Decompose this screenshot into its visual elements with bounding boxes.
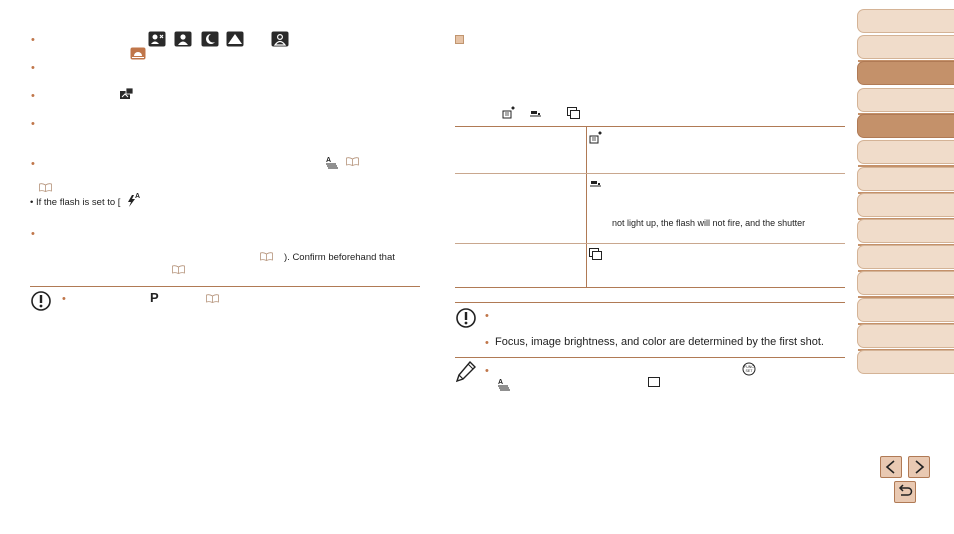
backlit-portrait-icon bbox=[271, 31, 289, 47]
section-divider bbox=[455, 357, 845, 358]
sidebar-tab-2[interactable] bbox=[857, 35, 954, 59]
section-marker bbox=[455, 35, 464, 44]
sidebar-tab-10[interactable] bbox=[857, 245, 954, 269]
single-shot-icon bbox=[648, 377, 661, 388]
sidebar-tab-13[interactable] bbox=[857, 324, 954, 348]
sidebar-tab-9[interactable] bbox=[857, 219, 954, 243]
bullet: • bbox=[62, 293, 66, 305]
page-reference-book-icon bbox=[39, 183, 52, 192]
previous-page-button[interactable] bbox=[880, 456, 902, 478]
svg-text:SET: SET bbox=[745, 369, 753, 373]
auto-scene-stack-icon bbox=[325, 155, 339, 169]
portrait-scene-icon bbox=[148, 31, 166, 47]
arrow-right-icon bbox=[909, 457, 929, 477]
program-mode-icon: P bbox=[150, 290, 159, 305]
continuous-af-icon bbox=[589, 131, 603, 145]
page-reference-book-icon bbox=[206, 294, 219, 303]
bullet: • bbox=[31, 228, 35, 240]
page-reference-book-icon bbox=[260, 252, 273, 261]
continuous-lv-icon bbox=[590, 180, 602, 188]
caution-icon bbox=[456, 308, 476, 328]
page-reference-book-icon bbox=[346, 157, 359, 166]
sidebar-tab-4[interactable] bbox=[857, 88, 954, 112]
table-top-rule bbox=[455, 126, 845, 127]
sidebar-tab-5[interactable] bbox=[857, 114, 954, 138]
arrow-left-icon bbox=[881, 457, 901, 477]
page-reference-book-icon bbox=[172, 265, 185, 274]
bullet: • bbox=[31, 158, 35, 170]
caution-icon bbox=[31, 291, 51, 311]
flash-setting-note: • If the flash is set to [ bbox=[30, 197, 121, 208]
auto-flash-label: A bbox=[135, 193, 141, 200]
table-column-divider bbox=[586, 127, 587, 287]
bullet: • bbox=[31, 118, 35, 130]
landscape-icon bbox=[226, 31, 244, 47]
pencil-note-icon bbox=[456, 361, 476, 383]
continuous-shooting-icon bbox=[589, 248, 603, 261]
return-button[interactable] bbox=[894, 481, 916, 503]
next-page-button[interactable] bbox=[908, 456, 930, 478]
sidebar-tab-11[interactable] bbox=[857, 271, 954, 295]
svg-text:A: A bbox=[326, 157, 332, 164]
sidebar-tab-8[interactable] bbox=[857, 193, 954, 217]
return-arrow-icon bbox=[895, 482, 915, 502]
sunset-scene-icon bbox=[130, 47, 146, 60]
sidebar-tab-7[interactable] bbox=[857, 167, 954, 191]
sidebar-tab-14[interactable] bbox=[857, 350, 954, 374]
bullet: • bbox=[485, 337, 489, 349]
bullet: • bbox=[485, 365, 489, 377]
sidebar-tab-1[interactable] bbox=[857, 9, 954, 33]
flash-off-scene-icon bbox=[120, 88, 133, 100]
focus-brightness-caution: Focus, image brightness, and color are determined by the first shot. bbox=[495, 336, 824, 348]
sidebar-tab-12[interactable] bbox=[857, 298, 954, 322]
sidebar-tab-3[interactable] bbox=[857, 61, 954, 85]
bullet: • bbox=[31, 62, 35, 74]
confirm-beforehand-note: ). Confirm beforehand that bbox=[284, 252, 395, 263]
sidebar-tab-6[interactable] bbox=[857, 140, 954, 164]
bullet: • bbox=[31, 34, 35, 46]
continuous-lv-icon bbox=[530, 110, 542, 118]
section-divider bbox=[455, 302, 845, 303]
func-set-button-icon bbox=[742, 362, 756, 376]
section-divider bbox=[30, 286, 420, 287]
table-row-rule bbox=[455, 173, 845, 174]
continuous-shooting-icon bbox=[567, 107, 581, 120]
night-scene-icon bbox=[201, 31, 219, 47]
table-bottom-rule bbox=[455, 287, 845, 288]
auto-scene-stack-icon bbox=[497, 377, 511, 391]
bullet: • bbox=[31, 90, 35, 102]
continuous-af-icon bbox=[502, 106, 516, 120]
svg-text:A: A bbox=[498, 379, 504, 386]
portrait-icon bbox=[174, 31, 192, 47]
bullet: • bbox=[485, 310, 489, 322]
table-row-rule bbox=[455, 243, 845, 244]
svg-text:FUNC: FUNC bbox=[744, 365, 754, 369]
table-cell-note: not light up, the flash will not fire, and the shutter bbox=[612, 218, 806, 228]
